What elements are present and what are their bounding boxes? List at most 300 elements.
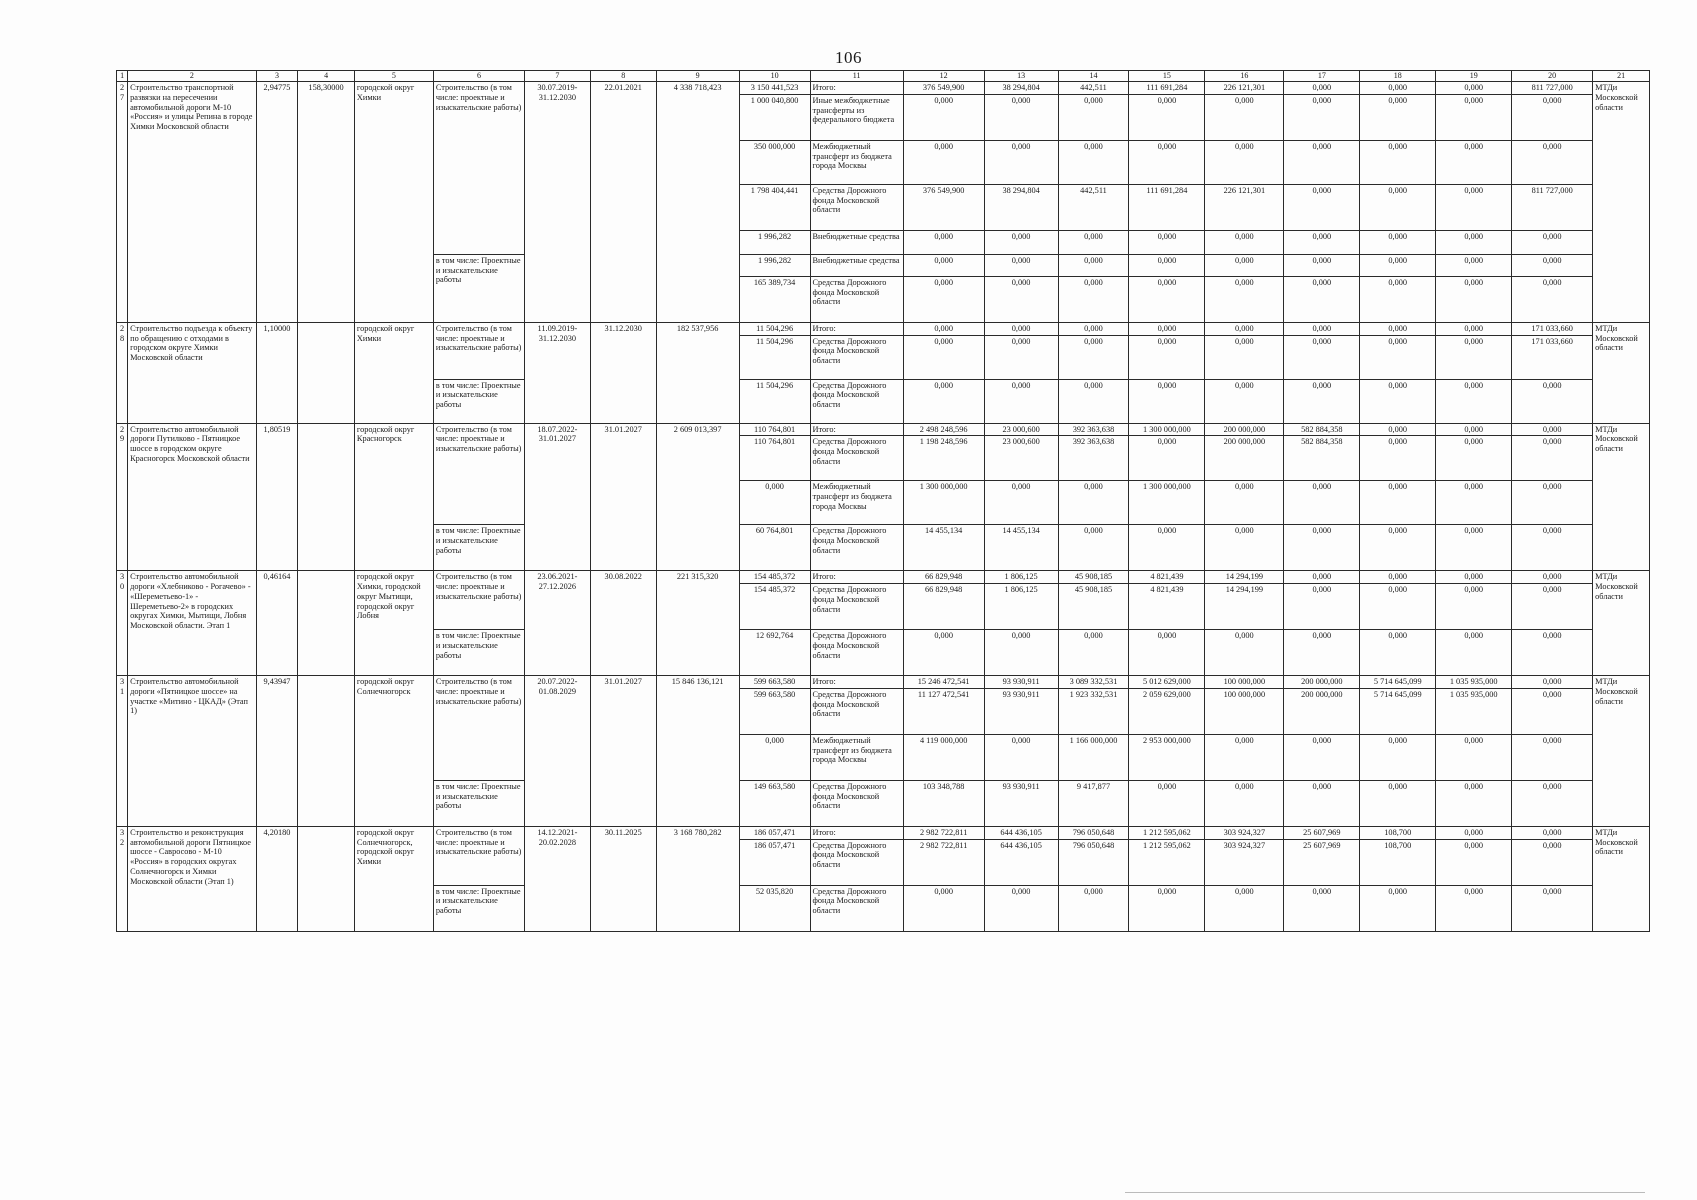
work-dates: 14.12.2021-20.02.2028 bbox=[525, 826, 591, 931]
year-value: 0,000 bbox=[1284, 276, 1360, 322]
year-value: 111 691,284 bbox=[1129, 184, 1205, 230]
total-cost: 221 315,320 bbox=[656, 571, 739, 676]
year-value: 644 436,105 bbox=[984, 826, 1058, 839]
funded-amount: 186 057,471 bbox=[739, 826, 810, 839]
header-cell: 16 bbox=[1205, 71, 1284, 82]
funding-source: Средства Дорожного фонда Московской области bbox=[810, 584, 903, 630]
year-value: 0,000 bbox=[1360, 571, 1436, 584]
year-value: 0,000 bbox=[1436, 734, 1512, 780]
year-value: 0,000 bbox=[1284, 734, 1360, 780]
year-value: 0,000 bbox=[1436, 571, 1512, 584]
funded-amount: 110 764,801 bbox=[739, 423, 810, 436]
funded-amount: 186 057,471 bbox=[739, 839, 810, 885]
year-value: 0,000 bbox=[1512, 571, 1593, 584]
year-value: 0,000 bbox=[1512, 230, 1593, 254]
year-value: 25 607,969 bbox=[1284, 839, 1360, 885]
year-value: 0,000 bbox=[1284, 571, 1360, 584]
year-value: 0,000 bbox=[984, 734, 1058, 780]
year-value: 0,000 bbox=[903, 230, 984, 254]
year-value: 0,000 bbox=[1436, 885, 1512, 931]
year-value: 1 212 595,062 bbox=[1129, 826, 1205, 839]
year-value: 0,000 bbox=[1284, 780, 1360, 826]
year-value: 200 000,000 bbox=[1284, 676, 1360, 689]
year-value: 15 246 472,541 bbox=[903, 676, 984, 689]
year-value: 0,000 bbox=[1512, 780, 1593, 826]
funded-amount: 1 000 040,800 bbox=[739, 94, 810, 140]
funded-amount: 12 692,764 bbox=[739, 630, 810, 676]
header-cell: 2 bbox=[128, 71, 257, 82]
year-value: 392 363,638 bbox=[1058, 423, 1129, 436]
year-value: 93 930,911 bbox=[984, 676, 1058, 689]
year-value: 811 727,000 bbox=[1512, 184, 1593, 230]
year-value: 4 821,439 bbox=[1129, 571, 1205, 584]
total-cost: 3 168 780,282 bbox=[656, 826, 739, 931]
year-value: 0,000 bbox=[1058, 94, 1129, 140]
sub-work-type: в том числе: Проектные и изыскательские работы bbox=[433, 254, 524, 322]
work-dates: 18.07.2022-31.01.2027 bbox=[525, 423, 591, 571]
header-cell: 1 bbox=[117, 71, 128, 82]
year-value: 0,000 bbox=[1058, 140, 1129, 184]
year-value: 23 000,600 bbox=[984, 423, 1058, 436]
year-value: 0,000 bbox=[1205, 379, 1284, 423]
capacity-km: 2,94775 bbox=[256, 82, 298, 323]
year-value: 376 549,900 bbox=[903, 184, 984, 230]
funded-amount: 11 504,296 bbox=[739, 379, 810, 423]
year-value: 9 417,877 bbox=[1058, 780, 1129, 826]
year-value: 0,000 bbox=[1205, 230, 1284, 254]
header-cell: 17 bbox=[1284, 71, 1360, 82]
year-value: 0,000 bbox=[1360, 423, 1436, 436]
year-value: 0,000 bbox=[984, 630, 1058, 676]
header-cell: 9 bbox=[656, 71, 739, 82]
year-value: 2 953 000,000 bbox=[1129, 734, 1205, 780]
year-value: 0,000 bbox=[1205, 335, 1284, 379]
header-cell: 20 bbox=[1512, 71, 1593, 82]
year-value: 796 050,648 bbox=[1058, 839, 1129, 885]
year-value: 0,000 bbox=[903, 140, 984, 184]
object-name: Строительство автомобильной дороги «Хлебниково - Рогачево» - «Шереметьево-1» - Шереметьево-2» в городских округах Химки, Мытищи, Лобня Московской области. Этап 1 bbox=[128, 571, 257, 676]
year-value: 0,000 bbox=[1205, 734, 1284, 780]
year-value: 0,000 bbox=[1360, 734, 1436, 780]
funded-amount: 0,000 bbox=[739, 481, 810, 525]
district: городской округ Химки, городской округ Мытищи, городской округ Лобня bbox=[354, 571, 433, 676]
work-type: Строительство (в том числе: проектные и изыскательские работы) bbox=[433, 322, 524, 379]
total-cost: 2 609 013,397 bbox=[656, 423, 739, 571]
year-value: 1 806,125 bbox=[984, 584, 1058, 630]
year-value: 0,000 bbox=[1512, 94, 1593, 140]
year-value: 5 714 645,099 bbox=[1360, 688, 1436, 734]
year-value: 0,000 bbox=[1205, 322, 1284, 335]
year-value: 0,000 bbox=[1205, 254, 1284, 276]
responsible-body: МТДи Московской области bbox=[1593, 826, 1650, 931]
header-cell: 4 bbox=[298, 71, 355, 82]
year-value: 45 908,185 bbox=[1058, 571, 1129, 584]
table-row bbox=[117, 571, 1650, 584]
year-value: 0,000 bbox=[1360, 780, 1436, 826]
year-value: 171 033,660 bbox=[1512, 322, 1593, 335]
year-value: 796 050,648 bbox=[1058, 826, 1129, 839]
year-value: 0,000 bbox=[1129, 885, 1205, 931]
year-value: 1 923 332,531 bbox=[1058, 688, 1129, 734]
year-value: 0,000 bbox=[1360, 481, 1436, 525]
year-value: 0,000 bbox=[984, 322, 1058, 335]
year-value: 0,000 bbox=[903, 630, 984, 676]
funded-amount: 60 764,801 bbox=[739, 525, 810, 571]
year-value: 1 806,125 bbox=[984, 571, 1058, 584]
year-value: 0,000 bbox=[1058, 379, 1129, 423]
year-value: 0,000 bbox=[984, 254, 1058, 276]
year-value: 0,000 bbox=[1512, 254, 1593, 276]
responsible-body: МТДи Московской области bbox=[1593, 322, 1650, 423]
header-cell: 6 bbox=[433, 71, 524, 82]
year-value: 0,000 bbox=[1436, 584, 1512, 630]
year-value: 303 924,327 bbox=[1205, 839, 1284, 885]
year-value: 0,000 bbox=[1205, 885, 1284, 931]
capacity-extra bbox=[298, 571, 355, 676]
year-value: 1 300 000,000 bbox=[1129, 423, 1205, 436]
year-value: 200 000,000 bbox=[1284, 688, 1360, 734]
year-value: 0,000 bbox=[1360, 885, 1436, 931]
year-value: 0,000 bbox=[984, 379, 1058, 423]
year-value: 0,000 bbox=[1058, 254, 1129, 276]
table-row bbox=[117, 826, 1650, 839]
header-cell: 21 bbox=[1593, 71, 1650, 82]
funding-source: Внебюджетные средства bbox=[810, 230, 903, 254]
year-value: 93 930,911 bbox=[984, 688, 1058, 734]
district: городской округ Химки bbox=[354, 82, 433, 323]
funded-amount: 11 504,296 bbox=[739, 335, 810, 379]
funding-source: Межбюджетный трансферт из бюджета города Москвы bbox=[810, 481, 903, 525]
year-value: 0,000 bbox=[1436, 335, 1512, 379]
year-value: 0,000 bbox=[1436, 140, 1512, 184]
year-value: 0,000 bbox=[1205, 94, 1284, 140]
year-value: 14 455,134 bbox=[984, 525, 1058, 571]
year-value: 0,000 bbox=[903, 322, 984, 335]
year-value: 0,000 bbox=[1512, 379, 1593, 423]
year-value: 0,000 bbox=[1284, 335, 1360, 379]
year-value: 2 059 629,000 bbox=[1129, 688, 1205, 734]
year-value: 0,000 bbox=[1360, 322, 1436, 335]
work-type: Строительство (в том числе: проектные и изыскательские работы) bbox=[433, 423, 524, 525]
district: городской округ Солнечногорск bbox=[354, 676, 433, 827]
year-value: 0,000 bbox=[1284, 82, 1360, 95]
capacity-km: 4,20180 bbox=[256, 826, 298, 931]
header-cell: 3 bbox=[256, 71, 298, 82]
year-value: 100 000,000 bbox=[1205, 688, 1284, 734]
total-cost: 182 537,956 bbox=[656, 322, 739, 423]
year-value: 0,000 bbox=[1436, 276, 1512, 322]
year-value: 0,000 bbox=[1205, 630, 1284, 676]
capacity-km: 1,80519 bbox=[256, 423, 298, 571]
sub-work-type: в том числе: Проектные и изыскательские работы bbox=[433, 379, 524, 423]
year-value: 0,000 bbox=[1512, 885, 1593, 931]
year-value: 0,000 bbox=[1058, 276, 1129, 322]
year-value: 0,000 bbox=[1129, 276, 1205, 322]
object-name: Строительство транспортной развязки на пересечении автомобильной дороги М-10 «Россия» и улицы Репина в городе Химки Московской области bbox=[128, 82, 257, 323]
year-value: 0,000 bbox=[1436, 379, 1512, 423]
year-value: 200 000,000 bbox=[1205, 436, 1284, 481]
year-value: 0,000 bbox=[984, 230, 1058, 254]
year-value: 0,000 bbox=[1360, 140, 1436, 184]
commission-date: 22.01.2021 bbox=[590, 82, 656, 323]
year-value: 0,000 bbox=[1205, 525, 1284, 571]
district: городской округ Солнечногорск, городской округ Химки bbox=[354, 826, 433, 931]
year-value: 0,000 bbox=[1360, 525, 1436, 571]
object-name: Строительство автомобильной дороги «Пятницкое шоссе» на участке «Митино - ЦКАД» (Этап 1) bbox=[128, 676, 257, 827]
year-value: 0,000 bbox=[1436, 436, 1512, 481]
year-value: 0,000 bbox=[1512, 584, 1593, 630]
header-cell: 18 bbox=[1360, 71, 1436, 82]
year-value: 1 166 000,000 bbox=[1058, 734, 1129, 780]
sub-work-type: в том числе: Проектные и изыскательские работы bbox=[433, 525, 524, 571]
funded-amount: 1 996,282 bbox=[739, 230, 810, 254]
year-value: 93 930,911 bbox=[984, 780, 1058, 826]
year-value: 0,000 bbox=[903, 94, 984, 140]
year-value: 0,000 bbox=[1360, 94, 1436, 140]
year-value: 0,000 bbox=[1512, 423, 1593, 436]
year-value: 0,000 bbox=[1058, 630, 1129, 676]
year-value: 0,000 bbox=[1129, 254, 1205, 276]
year-value: 0,000 bbox=[1360, 82, 1436, 95]
year-value: 0,000 bbox=[1284, 379, 1360, 423]
year-value: 442,511 bbox=[1058, 184, 1129, 230]
year-value: 2 982 722,811 bbox=[903, 826, 984, 839]
year-value: 0,000 bbox=[1058, 885, 1129, 931]
year-value: 0,000 bbox=[1129, 780, 1205, 826]
year-value: 0,000 bbox=[1284, 94, 1360, 140]
year-value: 0,000 bbox=[1512, 839, 1593, 885]
table-row bbox=[117, 423, 1650, 436]
year-value: 0,000 bbox=[1512, 676, 1593, 689]
year-value: 0,000 bbox=[903, 335, 984, 379]
object-name: Строительство подъезда к объекту по обращению с отходами в городском округе Химки Московской области bbox=[128, 322, 257, 423]
year-value: 0,000 bbox=[1436, 839, 1512, 885]
year-value: 392 363,638 bbox=[1058, 436, 1129, 481]
year-value: 0,000 bbox=[1284, 481, 1360, 525]
year-value: 1 300 000,000 bbox=[903, 481, 984, 525]
year-value: 0,000 bbox=[1436, 322, 1512, 335]
funded-amount: 154 485,372 bbox=[739, 571, 810, 584]
year-value: 0,000 bbox=[903, 885, 984, 931]
funding-source: Средства Дорожного фонда Московской области bbox=[810, 276, 903, 322]
year-value: 14 455,134 bbox=[903, 525, 984, 571]
year-value: 0,000 bbox=[1436, 94, 1512, 140]
capacity-km: 1,10000 bbox=[256, 322, 298, 423]
year-value: 644 436,105 bbox=[984, 839, 1058, 885]
header-cell: 12 bbox=[903, 71, 984, 82]
year-value: 0,000 bbox=[1058, 481, 1129, 525]
object-name: Строительство автомобильной дороги Путилково - Пятницкое шоссе в городском округе Красногорск Московской области bbox=[128, 423, 257, 571]
year-value: 11 127 472,541 bbox=[903, 688, 984, 734]
funding-source: Итого: bbox=[810, 676, 903, 689]
funding-source: Итого: bbox=[810, 571, 903, 584]
year-value: 0,000 bbox=[1129, 322, 1205, 335]
year-value: 0,000 bbox=[1284, 140, 1360, 184]
year-value: 442,511 bbox=[1058, 82, 1129, 95]
year-value: 2 982 722,811 bbox=[903, 839, 984, 885]
year-value: 0,000 bbox=[1512, 688, 1593, 734]
year-value: 0,000 bbox=[1129, 436, 1205, 481]
table-row bbox=[117, 676, 1650, 689]
total-cost: 15 846 136,121 bbox=[656, 676, 739, 827]
year-value: 0,000 bbox=[1058, 322, 1129, 335]
funded-amount: 154 485,372 bbox=[739, 584, 810, 630]
year-value: 0,000 bbox=[1205, 481, 1284, 525]
row-number: 28 bbox=[117, 322, 128, 423]
year-value: 0,000 bbox=[1284, 584, 1360, 630]
funding-source: Средства Дорожного фонда Московской области bbox=[810, 184, 903, 230]
header-cell: 8 bbox=[590, 71, 656, 82]
year-value: 0,000 bbox=[1512, 481, 1593, 525]
work-dates: 11.09.2019-31.12.2030 bbox=[525, 322, 591, 423]
district: городской округ Химки bbox=[354, 322, 433, 423]
funding-source: Средства Дорожного фонда Московской области bbox=[810, 780, 903, 826]
table-row bbox=[117, 82, 1650, 95]
year-value: 0,000 bbox=[1512, 630, 1593, 676]
funded-amount: 165 389,734 bbox=[739, 276, 810, 322]
funding-source: Иные межбюджетные трансферты из федерального бюджета bbox=[810, 94, 903, 140]
capacity-extra bbox=[298, 322, 355, 423]
year-value: 0,000 bbox=[903, 276, 984, 322]
work-type: Строительство (в том числе: проектные и изыскательские работы) bbox=[433, 571, 524, 630]
year-value: 0,000 bbox=[1129, 379, 1205, 423]
year-value: 0,000 bbox=[1436, 780, 1512, 826]
header-cell: 13 bbox=[984, 71, 1058, 82]
sub-work-type: в том числе: Проектные и изыскательские работы bbox=[433, 885, 524, 931]
year-value: 66 829,948 bbox=[903, 571, 984, 584]
year-value: 25 607,969 bbox=[1284, 826, 1360, 839]
page-number: 106 bbox=[835, 48, 862, 67]
funding-source: Межбюджетный трансферт из бюджета города Москвы bbox=[810, 140, 903, 184]
header-cell: 11 bbox=[810, 71, 903, 82]
year-value: 0,000 bbox=[1436, 630, 1512, 676]
year-value: 0,000 bbox=[1284, 525, 1360, 571]
year-value: 0,000 bbox=[1058, 230, 1129, 254]
year-value: 0,000 bbox=[903, 379, 984, 423]
funding-source: Средства Дорожного фонда Московской области bbox=[810, 335, 903, 379]
funding-source: Итого: bbox=[810, 423, 903, 436]
funding-source: Средства Дорожного фонда Московской области bbox=[810, 379, 903, 423]
year-value: 4 119 000,000 bbox=[903, 734, 984, 780]
year-value: 0,000 bbox=[1360, 230, 1436, 254]
district: городской округ Красногорск bbox=[354, 423, 433, 571]
capacity-extra bbox=[298, 826, 355, 931]
commission-date: 30.11.2025 bbox=[590, 826, 656, 931]
year-value: 0,000 bbox=[984, 94, 1058, 140]
commission-date: 31.12.2030 bbox=[590, 322, 656, 423]
year-value: 38 294,804 bbox=[984, 82, 1058, 95]
sub-work-type: в том числе: Проектные и изыскательские работы bbox=[433, 780, 524, 826]
header-cell: 15 bbox=[1129, 71, 1205, 82]
row-number: 29 bbox=[117, 423, 128, 571]
funding-source: Средства Дорожного фонда Московской области bbox=[810, 885, 903, 931]
header-cell: 14 bbox=[1058, 71, 1129, 82]
responsible-body: МТДи Московской области bbox=[1593, 423, 1650, 571]
year-value: 0,000 bbox=[984, 885, 1058, 931]
year-value: 0,000 bbox=[1360, 630, 1436, 676]
year-value: 0,000 bbox=[903, 254, 984, 276]
year-value: 14 294,199 bbox=[1205, 584, 1284, 630]
year-value: 0,000 bbox=[1360, 436, 1436, 481]
funded-amount: 149 663,580 bbox=[739, 780, 810, 826]
investment-table bbox=[116, 70, 1650, 932]
row-number: 31 bbox=[117, 676, 128, 827]
responsible-body: МТДи Московской области bbox=[1593, 676, 1650, 827]
year-value: 0,000 bbox=[1512, 436, 1593, 481]
year-value: 66 829,948 bbox=[903, 584, 984, 630]
capacity-extra bbox=[298, 676, 355, 827]
year-value: 171 033,660 bbox=[1512, 335, 1593, 379]
year-value: 0,000 bbox=[1436, 230, 1512, 254]
year-value: 1 212 595,062 bbox=[1129, 839, 1205, 885]
year-value: 108,700 bbox=[1360, 826, 1436, 839]
funding-source: Итого: bbox=[810, 826, 903, 839]
funding-source: Средства Дорожного фонда Московской области bbox=[810, 839, 903, 885]
year-value: 1 035 935,000 bbox=[1436, 676, 1512, 689]
year-value: 811 727,000 bbox=[1512, 82, 1593, 95]
year-value: 38 294,804 bbox=[984, 184, 1058, 230]
capacity-extra bbox=[298, 423, 355, 571]
header-cell: 7 bbox=[525, 71, 591, 82]
year-value: 0,000 bbox=[1284, 254, 1360, 276]
funded-amount: 599 663,580 bbox=[739, 676, 810, 689]
year-value: 0,000 bbox=[1436, 82, 1512, 95]
year-value: 0,000 bbox=[1284, 322, 1360, 335]
year-value: 0,000 bbox=[1512, 734, 1593, 780]
year-value: 14 294,199 bbox=[1205, 571, 1284, 584]
year-value: 582 884,358 bbox=[1284, 436, 1360, 481]
year-value: 0,000 bbox=[1360, 335, 1436, 379]
funding-source: Средства Дорожного фонда Московской области bbox=[810, 688, 903, 734]
year-value: 0,000 bbox=[1436, 423, 1512, 436]
year-value: 0,000 bbox=[1129, 230, 1205, 254]
row-number: 30 bbox=[117, 571, 128, 676]
work-type: Строительство (в том числе: проектные и изыскательские работы) bbox=[433, 676, 524, 781]
year-value: 108,700 bbox=[1360, 839, 1436, 885]
header-cell: 5 bbox=[354, 71, 433, 82]
funding-source: Итого: bbox=[810, 82, 903, 95]
year-value: 23 000,600 bbox=[984, 436, 1058, 481]
funded-amount: 0,000 bbox=[739, 734, 810, 780]
year-value: 0,000 bbox=[1129, 335, 1205, 379]
year-value: 376 549,900 bbox=[903, 82, 984, 95]
year-value: 5 714 645,099 bbox=[1360, 676, 1436, 689]
commission-date: 30.08.2022 bbox=[590, 571, 656, 676]
year-value: 103 348,788 bbox=[903, 780, 984, 826]
work-dates: 20.07.2022-01.08.2029 bbox=[525, 676, 591, 827]
year-value: 4 821,439 bbox=[1129, 584, 1205, 630]
year-value: 100 000,000 bbox=[1205, 676, 1284, 689]
year-value: 2 498 248,596 bbox=[903, 423, 984, 436]
funded-amount: 110 764,801 bbox=[739, 436, 810, 481]
commission-date: 31.01.2027 bbox=[590, 676, 656, 827]
row-number: 27 bbox=[117, 82, 128, 323]
year-value: 200 000,000 bbox=[1205, 423, 1284, 436]
funding-source: Внебюджетные средства bbox=[810, 254, 903, 276]
funding-source: Средства Дорожного фонда Московской области bbox=[810, 436, 903, 481]
year-value: 0,000 bbox=[1512, 826, 1593, 839]
funding-source: Итого: bbox=[810, 322, 903, 335]
year-value: 0,000 bbox=[1284, 184, 1360, 230]
year-value: 0,000 bbox=[1058, 525, 1129, 571]
year-value: 0,000 bbox=[1436, 184, 1512, 230]
year-value: 0,000 bbox=[1436, 254, 1512, 276]
year-value: 0,000 bbox=[984, 481, 1058, 525]
year-value: 1 035 935,000 bbox=[1436, 688, 1512, 734]
capacity-extra: 158,30000 bbox=[298, 82, 355, 323]
year-value: 0,000 bbox=[1512, 276, 1593, 322]
year-value: 582 884,358 bbox=[1284, 423, 1360, 436]
